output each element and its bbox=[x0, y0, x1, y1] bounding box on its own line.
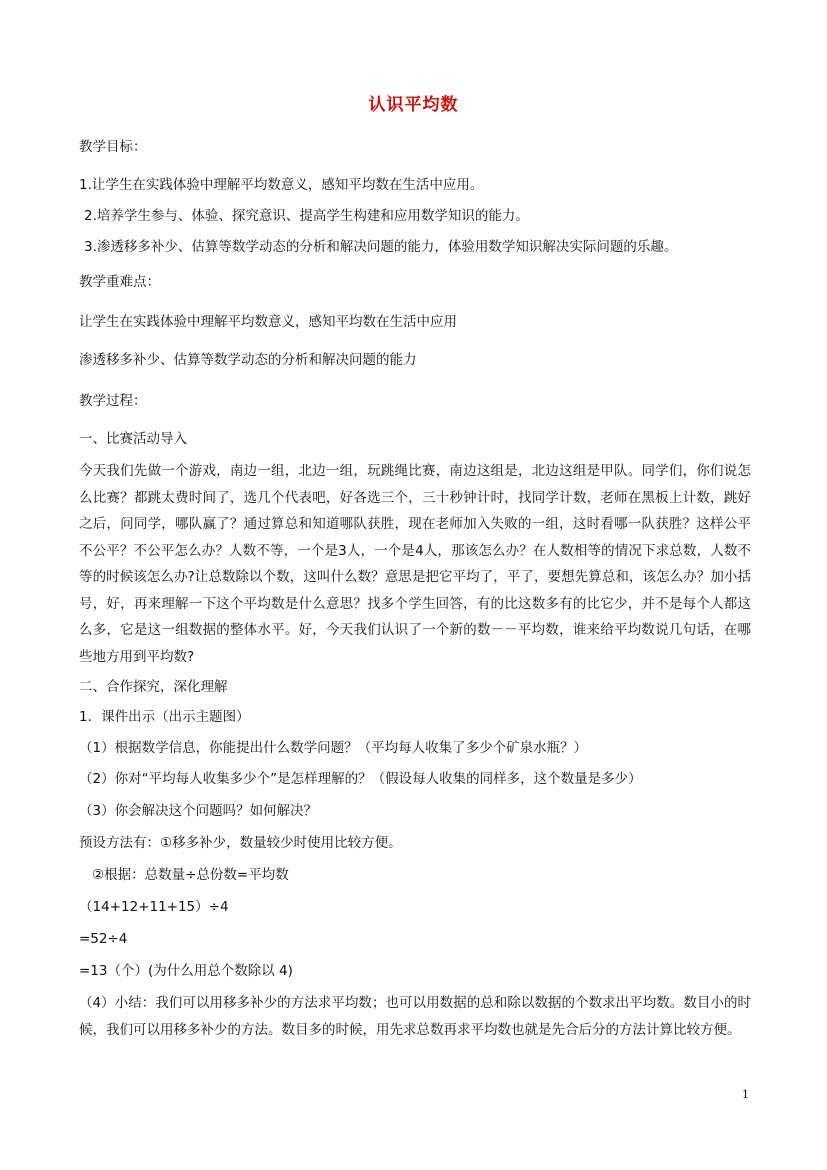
goal-item-1: 1.让学生在实践体验中理解平均数意义，感知平均数在生活中应用。 bbox=[79, 177, 484, 193]
document-title: 认识平均数 bbox=[368, 95, 459, 115]
question-1: （1）根据数学信息，你能提出什么数学问题？（平均每人收集了多少个矿泉水瓶？） bbox=[79, 740, 588, 756]
page-number: 1 bbox=[742, 1088, 749, 1101]
key-point-1: 让学生在实践体验中理解平均数意义，感知平均数在生活中应用 bbox=[79, 314, 457, 330]
method-2: ②根据：总数量÷总份数=平均数 bbox=[92, 867, 289, 883]
key-points-heading: 教学重难点： bbox=[79, 274, 160, 290]
method-1: 预设方法有：①移多补少，数量较少时使用比较方便。 bbox=[79, 835, 402, 851]
part1-paragraph: 今天我们先做一个游戏，南边一组，北边一组，玩跳绳比赛，南边这组是，北边这组是甲队。同学们，你们说怎么比赛？都跳太费时间了，选几个代表吧，好各选三个，三十秒钟计时，找同学计数，老师在黑板上计数，跳好之后，问同学，哪队赢了？通过算总和知道哪队获胜，现在老师加入失败的一组，这时看哪一队获胜？这样公平不公平？不公平怎么办？人数不等，一个是3人，一个是4人，那该怎么办？在人数相等的情况下求总数，人数不等的时候该怎么办?让总数除以个数，这叫什么数？意思是把它平均了，平了，要想先算总和，该怎么办？加小括号，好，再来理解一下这个平均数是什么意思？找多个学生回答，有的比这数多有的比它少，并不是每个人都这么多，它是这一组数据的整体水平。好，今天我们认识了一个新的数－－平均数，谁来给平均数说几句话，在哪些地方用到平均数? bbox=[79, 463, 751, 665]
calc-line-2: =52÷4 bbox=[79, 931, 128, 947]
question-2: （2）你对“平均每人收集多少个”是怎样理解的？（假设每人收集的同样多，这个数量是多少） bbox=[79, 771, 642, 787]
item1: 1．课件出示（出示主题图） bbox=[79, 709, 250, 725]
key-point-2: 渗透移多补少、估算等数学动态的分析和解决问题的能力 bbox=[79, 352, 417, 368]
goal-item-3: 3.渗透移多补少、估算等数学动态的分析和解决问题的能力，体验用数学知识解决实际问题的乐趣。 bbox=[84, 239, 678, 255]
calc-line-1: （14+12+11+15）÷4 bbox=[79, 899, 229, 915]
question-3: （3）你会解决这个问题吗？如何解决？ bbox=[79, 803, 318, 819]
goals-heading: 教学目标： bbox=[79, 139, 147, 155]
part1-heading: 一、比赛活动导入 bbox=[79, 431, 187, 447]
summary-paragraph: （4）小结：我们可以用移多补少的方法求平均数；也可以用数据的总和除以数据的个数求出平均数。数目小的时候，我们可以用移多补少的方法。数目多的时候，用先求总数再求平均数也就是先合后分的方法计算比较方便。 bbox=[79, 995, 751, 1038]
calc-line-3: =13（个）(为什么用总个数除以 4) bbox=[79, 963, 293, 979]
part2-heading: 二、合作探究，深化理解 bbox=[79, 679, 228, 695]
process-heading: 教学过程： bbox=[79, 393, 147, 409]
goal-item-2: 2.培养学生参与、体验、探究意识、提高学生构建和应用数学知识的能力。 bbox=[84, 208, 529, 224]
